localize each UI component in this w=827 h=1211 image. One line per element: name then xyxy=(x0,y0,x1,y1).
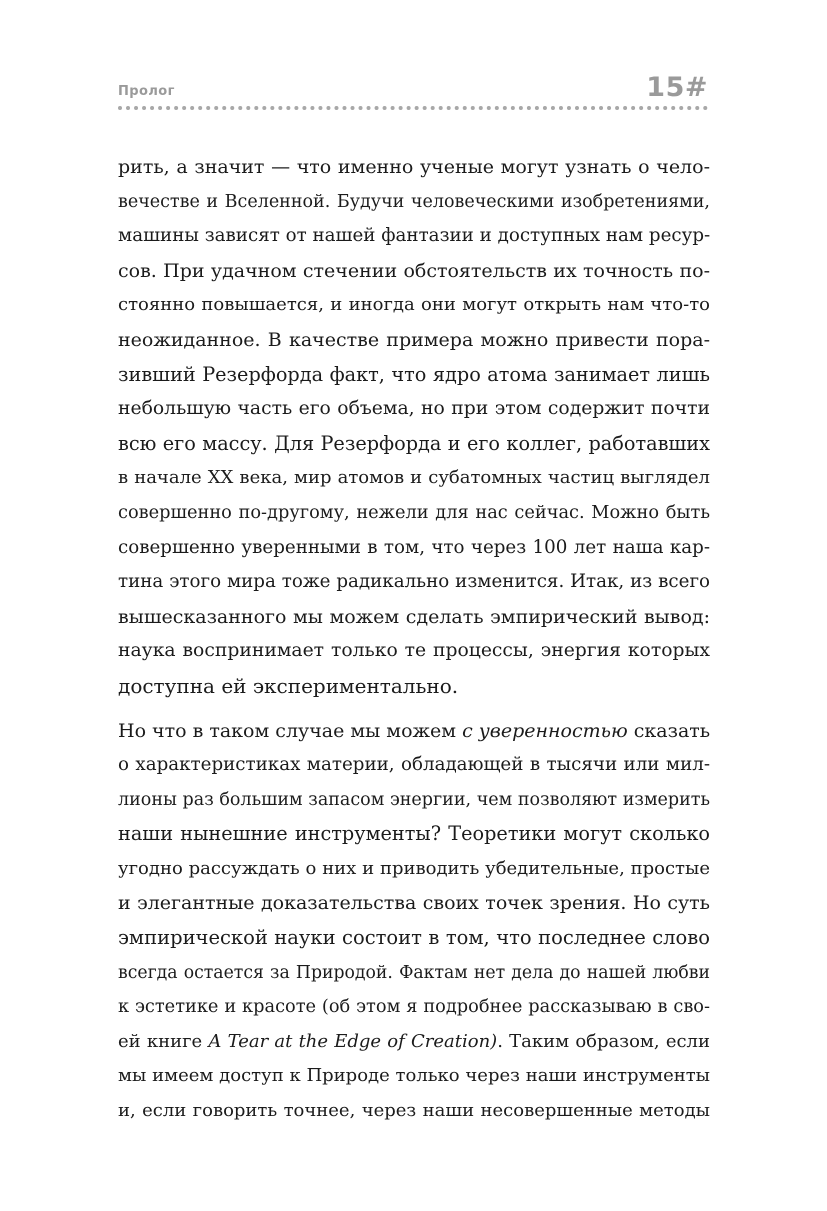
text-line xyxy=(118,1025,710,1060)
text-line: зивший Резерфорда факт, что ядро атома занимает лишь xyxy=(118,362,710,386)
text-line: наши нынешние инструменты? Теоретики могут сколько xyxy=(118,822,710,846)
text-line: и, если говорить точнее, через наши несовершенные методы xyxy=(118,1100,710,1122)
text-line: совершенно уверенными в том, что через 100 лет наша кар- xyxy=(118,536,710,558)
text-line: в начале XX века, мир атомов и субатомных частиц выглядел xyxy=(118,467,710,489)
text-line: машины зависят от нашей фантазии и доступных нам ресур- xyxy=(118,225,710,247)
text-line: тина этого мира тоже радикально изменится. Итак, из всего xyxy=(118,571,710,593)
text-line: лионы раз большим запасом энергии, чем позволяют измерить xyxy=(118,789,710,810)
text-line: мы имеем доступ к Природе только через наши инструменты xyxy=(118,1065,710,1087)
text-line: всегда остается за Природой. Фактам нет дела до нашей любви xyxy=(118,962,710,983)
text-run: Но что в таком случае мы можем xyxy=(118,719,463,742)
running-head xyxy=(118,72,708,112)
book-title: A Tear at the Edge of Creation) xyxy=(208,1030,498,1052)
text-run: . Таким образом, если xyxy=(497,1030,710,1052)
dotted-divider xyxy=(118,106,708,110)
text-line: вышесказанного мы можем сделать эмпирический вывод: xyxy=(118,605,710,628)
paragraph-gap xyxy=(118,704,710,714)
text-line: неожиданное. В качестве примера можно привести пора- xyxy=(118,328,710,351)
text-line: небольшую часть его объема, но при этом содержит почти xyxy=(118,398,710,420)
text-line: совершенно по-другому, нежели для нас сейчас. Можно быть xyxy=(118,502,710,523)
section-title: Пролог xyxy=(118,84,175,99)
text-line: сов. При удачном стечении обстоятельств их точность по- xyxy=(118,259,710,282)
text-run: ей книге xyxy=(118,1030,209,1052)
emphasis-text: с уверенностью xyxy=(462,719,628,742)
text-line: угодно рассуждать о них и приводить убедительные, простые xyxy=(118,857,710,879)
text-line: эмпирической науки состоит в том, что последнее слово xyxy=(118,926,710,950)
text-line: доступна ей экспериментально. xyxy=(118,673,459,698)
text-line: всю его массу. Для Резерфорда и его коллег, работавших xyxy=(118,431,710,455)
text-line: наука воспринимает только те процессы, энергия которых xyxy=(118,640,710,662)
text-line: к эстетике и красоте (об этом я подробнее рассказываю в сво- xyxy=(118,997,710,1018)
text-run: сказать xyxy=(627,719,710,742)
paragraph-1 xyxy=(118,150,710,704)
text-line: о характеристиках материи, обладающей в тысячи или мил- xyxy=(118,754,710,776)
paragraph-2 xyxy=(118,714,710,1129)
text-line: и элегантные доказательства своих точек зрения. Но суть xyxy=(118,892,710,915)
text-line: стоянно повышается, и иногда они могут открыть нам что-то xyxy=(118,294,710,316)
text-line: рить, а значит — что именно ученые могут узнать о чело- xyxy=(118,156,710,178)
text-line xyxy=(118,714,710,749)
body-text xyxy=(118,150,710,1129)
page-number: 15# xyxy=(646,72,708,103)
text-line: вечестве и Вселенной. Будучи человеческими изобретениями, xyxy=(118,191,710,212)
